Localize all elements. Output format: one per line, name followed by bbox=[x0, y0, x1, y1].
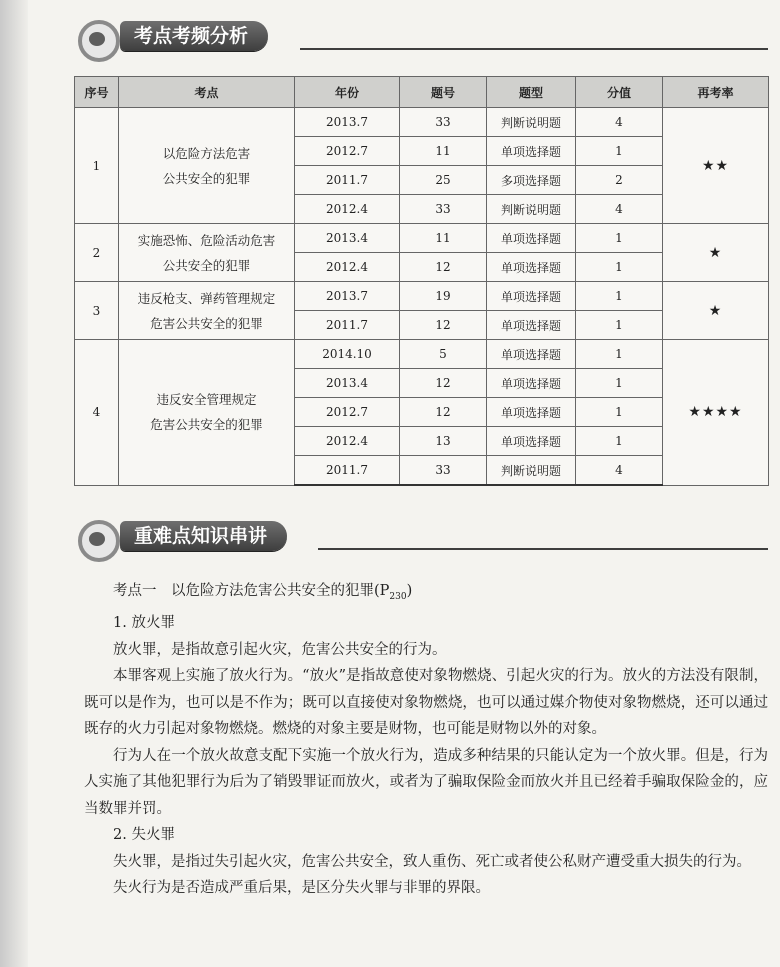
cell-question-type: 单项选择题 bbox=[487, 282, 576, 311]
cell-score: 1 bbox=[576, 224, 663, 253]
topic-line-1: 违反枪支、弹药管理规定 bbox=[137, 290, 276, 306]
cell-question-type: 判断说明题 bbox=[487, 108, 576, 137]
cell-year: 2011.7 bbox=[295, 166, 400, 195]
cell-score: 4 bbox=[576, 456, 663, 486]
cell-question-number: 33 bbox=[400, 108, 487, 137]
cell-score: 1 bbox=[576, 282, 663, 311]
paragraph: 失火罪，是指过失引起火灾，危害公共安全，致人重伤、死亡或者使公私财产遭受重大损失的行为。 bbox=[113, 853, 751, 870]
cell-score: 4 bbox=[576, 108, 663, 137]
cell-question-number: 11 bbox=[400, 137, 487, 166]
cell-score: 1 bbox=[576, 137, 663, 166]
cell-question-number: 5 bbox=[400, 340, 487, 369]
magnifier-emblem-icon bbox=[72, 514, 128, 558]
cell-index: 1 bbox=[75, 108, 119, 224]
cell-question-type: 单项选择题 bbox=[487, 253, 576, 282]
cell-year: 2013.7 bbox=[295, 108, 400, 137]
topic-heading: 考点一 以危险方法危害公共安全的犯罪$(P_{230})$ bbox=[113, 583, 413, 602]
cell-question-number: 11 bbox=[400, 224, 487, 253]
cell-year: 2012.4 bbox=[295, 195, 400, 224]
cell-topic bbox=[119, 224, 295, 282]
cell-question-number: 12 bbox=[400, 311, 487, 340]
topic-line-1: 违反安全管理规定 bbox=[156, 392, 257, 408]
table-row bbox=[75, 340, 769, 369]
cell-score: 1 bbox=[576, 340, 663, 369]
cell-score: 1 bbox=[576, 427, 663, 456]
cell-question-number: 19 bbox=[400, 282, 487, 311]
paragraph: 放火罪，是指故意引起火灾，危害公共安全的行为。 bbox=[113, 641, 447, 658]
table-row bbox=[75, 108, 769, 137]
cell-score: 4 bbox=[576, 195, 663, 224]
cell-question-type: 单项选择题 bbox=[487, 137, 576, 166]
topic-line-2: 危害公共安全的犯罪 bbox=[150, 417, 263, 433]
cell-topic bbox=[119, 282, 295, 340]
cell-question-type: 单项选择题 bbox=[487, 340, 576, 369]
cell-question-type: 单项选择题 bbox=[487, 398, 576, 427]
header-cell: 年份 bbox=[295, 77, 400, 108]
cell-retest-rate-stars: ★ bbox=[663, 224, 769, 282]
cell-question-type: 判断说明题 bbox=[487, 195, 576, 224]
cell-score: 1 bbox=[576, 253, 663, 282]
cell-year: 2013.4 bbox=[295, 369, 400, 398]
topic-line-1: 实施恐怖、危险活动危害 bbox=[137, 232, 276, 248]
cell-retest-rate-stars: ★ bbox=[663, 282, 769, 340]
cell-index: 4 bbox=[75, 340, 119, 486]
section-banner-knowledge bbox=[72, 514, 287, 558]
table-row bbox=[75, 224, 769, 253]
cell-year: 2013.4 bbox=[295, 224, 400, 253]
cell-year: 2014.10 bbox=[295, 340, 400, 369]
cell-question-number: 12 bbox=[400, 253, 487, 282]
cell-question-type: 单项选择题 bbox=[487, 224, 576, 253]
header-cell: 题型 bbox=[487, 77, 576, 108]
header-cell: 题号 bbox=[400, 77, 487, 108]
subheading-negligent-fire: 2. 失火罪 bbox=[113, 827, 175, 844]
paragraph: 本罪客观上实施了放火行为。“放火”是指故意使对象物燃烧、引起火灾的行为。放火的方法没有限制，既可以是作为，也可以是不作为；既可以直接使对象物燃烧，也可以通过媒介物使对象物燃烧，还可以通过既存的火力引起对象物燃烧。燃烧的对象主要是财物，也可能是财物以外的对象。 bbox=[84, 668, 768, 738]
cell-score: 1 bbox=[576, 369, 663, 398]
topic-line-2: 公共安全的犯罪 bbox=[162, 170, 251, 186]
page-edge-shadow bbox=[0, 0, 28, 967]
paragraph: 失火行为是否造成严重后果，是区分失火罪与非罪的界限。 bbox=[113, 880, 490, 897]
cell-score: 2 bbox=[576, 166, 663, 195]
table-header-row bbox=[75, 77, 769, 108]
cell-index: 3 bbox=[75, 282, 119, 340]
cell-index: 2 bbox=[75, 224, 119, 282]
cell-question-number: 12 bbox=[400, 398, 487, 427]
header-cell: 考点 bbox=[119, 77, 295, 108]
cell-topic bbox=[119, 340, 295, 486]
cell-year: 2012.7 bbox=[295, 398, 400, 427]
section-rule bbox=[300, 48, 768, 50]
cell-year: 2011.7 bbox=[295, 456, 400, 486]
topic-line-2: 危害公共安全的犯罪 bbox=[150, 315, 263, 331]
table-row bbox=[75, 282, 769, 311]
cell-question-number: 13 bbox=[400, 427, 487, 456]
cell-year: 2011.7 bbox=[295, 311, 400, 340]
cell-question-number: 25 bbox=[400, 166, 487, 195]
cell-year: 2013.7 bbox=[295, 282, 400, 311]
cell-question-type: 单项选择题 bbox=[487, 311, 576, 340]
cell-retest-rate-stars: ★★★★ bbox=[663, 340, 769, 486]
cell-question-type: 多项选择题 bbox=[487, 166, 576, 195]
cell-score: 1 bbox=[576, 311, 663, 340]
cell-question-type: 单项选择题 bbox=[487, 369, 576, 398]
cell-question-number: 33 bbox=[400, 456, 487, 486]
subheading-arson: 1. 放火罪 bbox=[113, 615, 175, 632]
cell-year: 2012.4 bbox=[295, 253, 400, 282]
cell-score: 1 bbox=[576, 398, 663, 427]
section-title: 重难点知识串讲 bbox=[120, 521, 287, 551]
section-banner-frequency bbox=[72, 14, 268, 58]
cell-topic bbox=[119, 108, 295, 224]
cell-question-number: 33 bbox=[400, 195, 487, 224]
topic-line-2: 公共安全的犯罪 bbox=[162, 257, 251, 273]
section-title: 考点考频分析 bbox=[120, 21, 268, 51]
section-rule bbox=[318, 548, 768, 550]
cell-question-number: 12 bbox=[400, 369, 487, 398]
cell-year: 2012.7 bbox=[295, 137, 400, 166]
cell-question-type: 判断说明题 bbox=[487, 456, 576, 486]
cell-retest-rate-stars: ★★ bbox=[663, 108, 769, 224]
frequency-table bbox=[74, 76, 769, 486]
cell-question-type: 单项选择题 bbox=[487, 427, 576, 456]
header-cell: 序号 bbox=[75, 77, 119, 108]
knowledge-content bbox=[84, 578, 768, 902]
magnifier-emblem-icon bbox=[72, 14, 128, 58]
header-cell: 再考率 bbox=[663, 77, 769, 108]
header-cell: 分值 bbox=[576, 77, 663, 108]
topic-line-1: 以危险方法危害 bbox=[162, 145, 251, 161]
cell-year: 2012.4 bbox=[295, 427, 400, 456]
paragraph: 行为人在一个放火故意支配下实施一个放火行为，造成多种结果的只能认定为一个放火罪。但是，行为人实施了其他犯罪行为后为了销毁罪证而放火，或者为了骗取保险金而放火并且已经着手骗取保险金的，应当数罪并罚。 bbox=[84, 747, 768, 817]
